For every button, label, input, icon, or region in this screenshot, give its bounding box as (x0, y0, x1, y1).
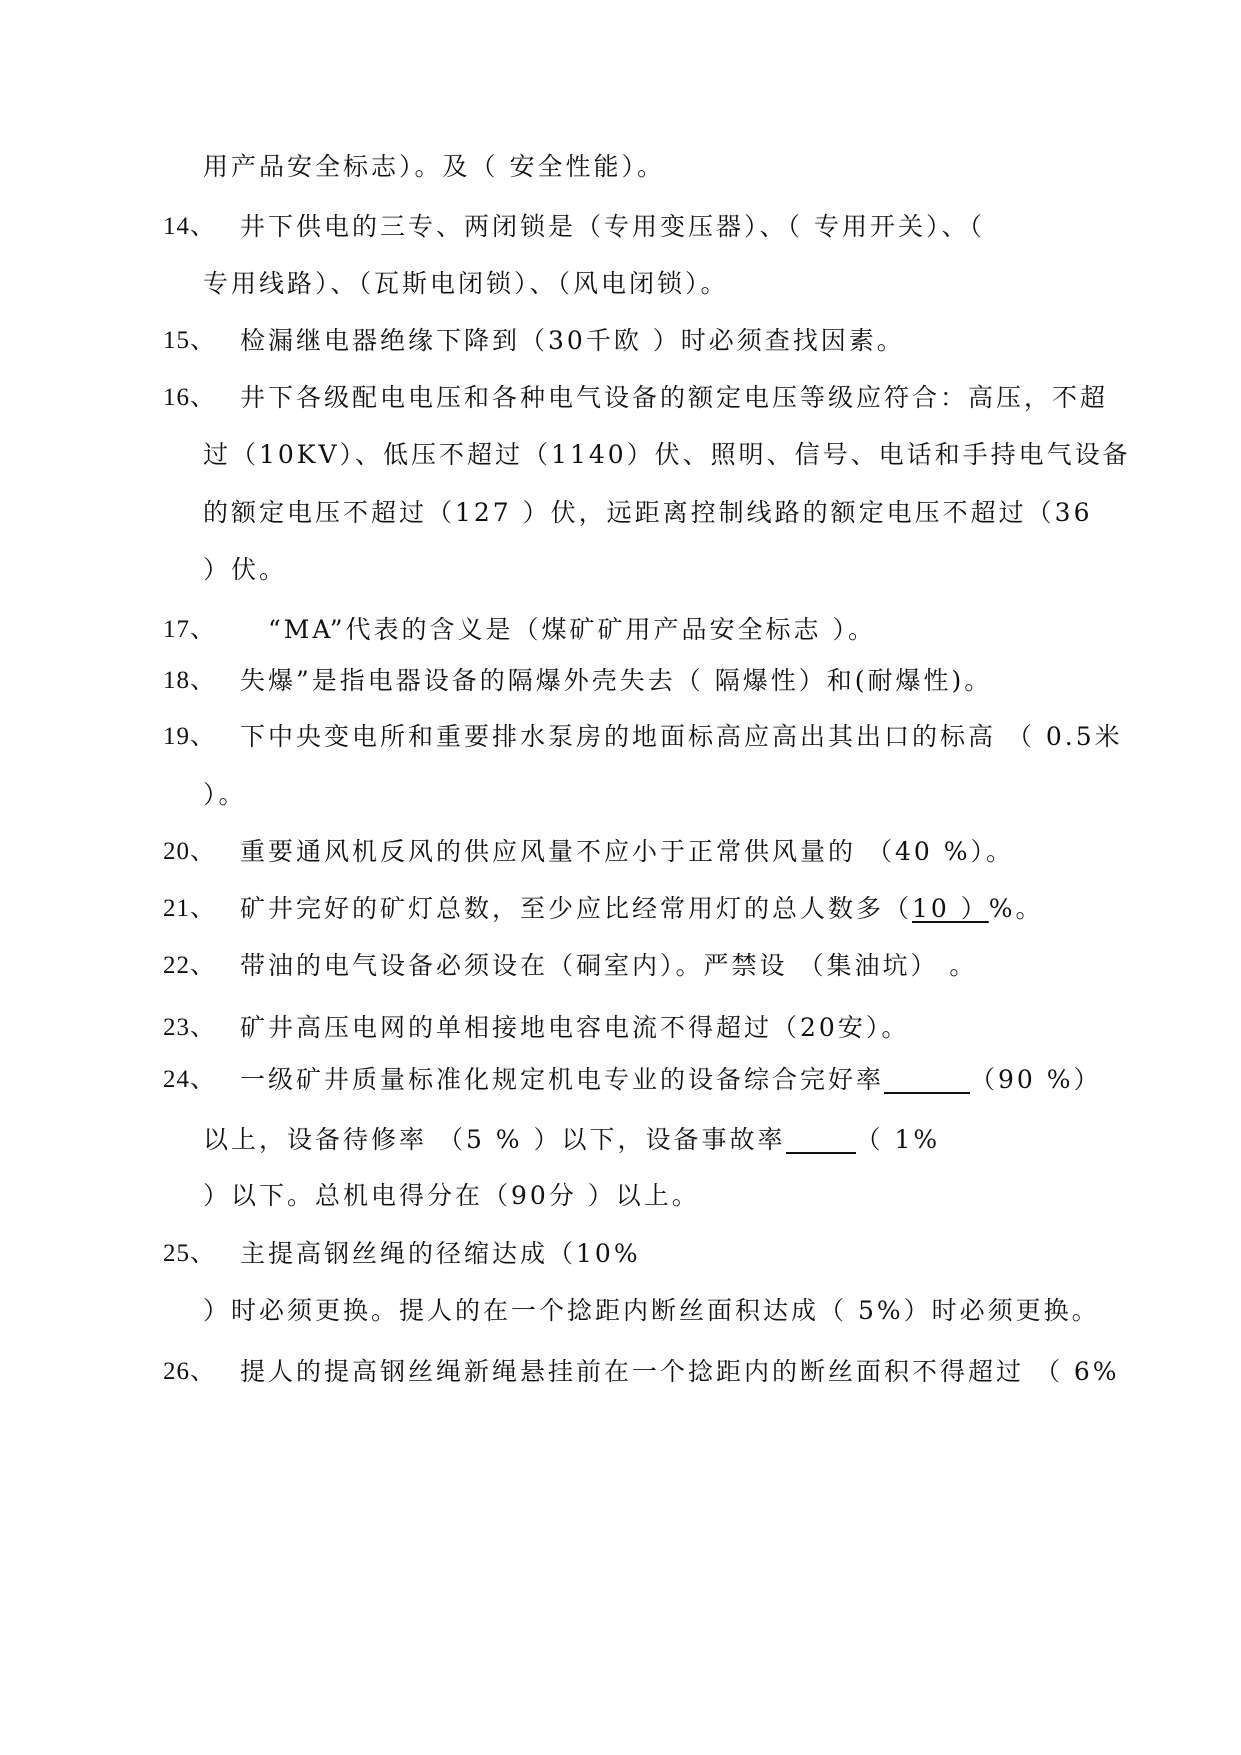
item-17-text: “MA”代表的含义是（煤矿矿用产品安全标志 ）。 (268, 615, 876, 644)
item-number: 14、 (163, 213, 217, 240)
item-19-text-line-1: 下中央变电所和重要排水泵房的地面标高应高出其出口的标高 （ 0.5米 (240, 722, 1123, 751)
item-20-text: 重要通风机反风的供应风量不应小于正常供风量的 （40 %）。 (240, 837, 1014, 866)
item-24-text-post: （90 %） (970, 1065, 1102, 1094)
item-24-text-line-2-post: （ 1% (855, 1125, 941, 1154)
item-number: 15、 (163, 327, 217, 354)
item-14-continuation (0, 264, 1241, 304)
item-16-text-line-1: 井下各级配电电压和各种电气设备的额定电压等级应符合：高压，不超 (240, 383, 1109, 412)
item-16-text-line-2: 过（10KV）、低压不超过（1140）伏、照明、信号、电话和手持电气设备 (203, 440, 1131, 469)
item-14 (0, 207, 1241, 247)
item-21-underlined-answer: 10 ） (912, 894, 989, 923)
item-18 (0, 661, 1241, 701)
item-13-continuation (0, 147, 1241, 187)
item-number: 17、 (163, 616, 217, 643)
item-number: 24、 (163, 1066, 217, 1093)
item-21-text-pre: 矿井完好的矿灯总数，至少应比经常用灯的总人数多（ (240, 894, 913, 923)
item-14-text-line-2: 专用线路）、（瓦斯电闭锁）、（风电闭锁）。 (203, 269, 729, 298)
item-20 (0, 832, 1241, 872)
item-24-continuation (0, 1176, 1241, 1216)
item-21-text-post: %。 (988, 894, 1044, 923)
item-23 (0, 1008, 1241, 1048)
item-number: 25、 (163, 1240, 217, 1267)
item-24-continuation (0, 1120, 1241, 1160)
item-19-text-line-2: ）。 (203, 780, 247, 809)
item-number: 23、 (163, 1014, 217, 1041)
item-24 (0, 1060, 1241, 1100)
fill-blank (786, 1124, 856, 1154)
item-21-text (240, 889, 1044, 929)
item-25-continuation (0, 1291, 1241, 1331)
item-26 (0, 1352, 1241, 1392)
item-17 (0, 610, 1241, 650)
item-number: 26、 (163, 1358, 217, 1385)
item-number: 16、 (163, 384, 217, 411)
item-16-continuation (0, 435, 1241, 475)
item-24-text-pre: 一级矿井质量标准化规定机电专业的设备综合完好率 (240, 1065, 885, 1094)
item-13-text-line-2: 用产品安全标志）。及（ 安全性能）。 (203, 152, 665, 181)
item-16-continuation (0, 550, 1241, 590)
item-number: 22、 (163, 952, 217, 979)
item-24-text-line-2-pre: 以上，设备待修率 （5 % ）以下，设备事故率 (203, 1125, 786, 1154)
item-number: 20、 (163, 838, 217, 865)
item-25-text-line-2: ）时必须更换。提人的在一个捻距内断丝面积达成（ 5%）时必须更换。 (203, 1296, 1100, 1325)
item-number: 19、 (163, 723, 217, 750)
item-24-text-line-1 (240, 1060, 1102, 1100)
item-24-text-line-2 (203, 1120, 940, 1160)
item-24-text-line-3: ）以下。总机电得分在（90分 ）以上。 (203, 1181, 700, 1210)
item-15 (0, 321, 1241, 361)
item-25-text-line-1: 主提高钢丝绳的径缩达成（10% (240, 1239, 641, 1268)
item-number: 21、 (163, 895, 217, 922)
item-26-text: 提人的提高钢丝绳新绳悬挂前在一个捻距内的断丝面积不得超过 （ 6% (240, 1357, 1120, 1386)
item-19 (0, 717, 1241, 757)
item-16 (0, 378, 1241, 418)
item-23-text: 矿井高压电网的单相接地电容电流不得超过（20安）。 (240, 1013, 910, 1042)
item-19-continuation (0, 775, 1241, 815)
item-15-text: 检漏继电器绝缘下降到（30千欧 ）时必须查找因素。 (240, 326, 905, 355)
item-22 (0, 946, 1241, 986)
item-18-text: 失爆”是指电器设备的隔爆外壳失去（ 隔爆性）和(耐爆性)。 (240, 666, 993, 695)
item-16-text-line-3: 的额定电压不超过（127 ）伏，远距离控制线路的额定电压不超过（36 (203, 498, 1093, 527)
fill-blank (884, 1064, 970, 1094)
item-number: 18、 (163, 667, 217, 694)
item-14-text-line-1: 井下供电的三专、两闭锁是（专用变压器）、（ 专用开关）、（ (240, 212, 985, 241)
item-21 (0, 889, 1241, 929)
item-25 (0, 1234, 1241, 1274)
item-22-text: 带油的电气设备必须设在（硐室内）。严禁设 （集油坑） 。 (240, 951, 978, 980)
item-16-continuation (0, 493, 1241, 533)
item-16-text-line-4: ）伏。 (203, 555, 288, 584)
